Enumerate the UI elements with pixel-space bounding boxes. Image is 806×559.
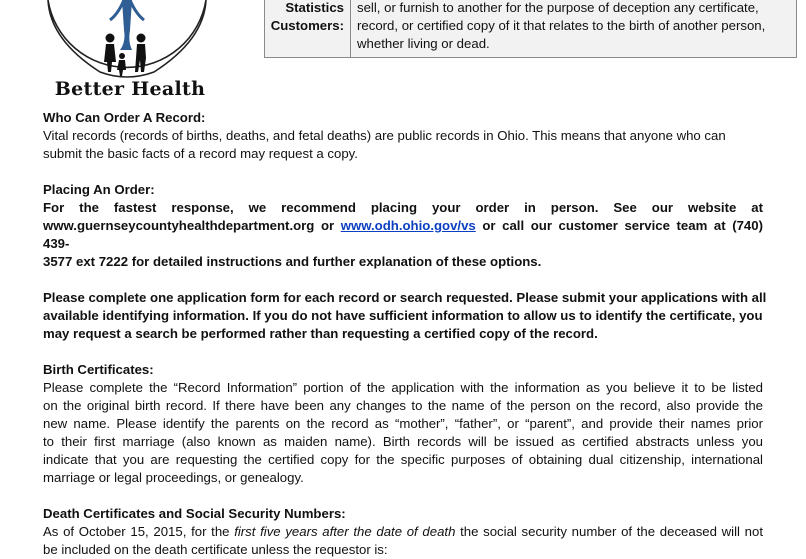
odh-website-link[interactable]: www.odh.ohio.gov/vs [340, 218, 476, 233]
death-heading: Death Certificates and Social Security Numbers: [43, 506, 346, 521]
who-text-line: Vital records (records of births, deaths, and fetal deaths) are public records in Ohio. This means that anyone who can [43, 128, 726, 143]
death-text-line: be included on the death certificate unless the requestor is: [43, 542, 388, 557]
who-heading: Who Can Order A Record: [43, 110, 206, 125]
complete-text-line: Please complete one application form for each record or search requested. Please submit your applications with all [43, 290, 767, 305]
notice-table [264, 0, 797, 58]
notice-label-statistics: Statistics [285, 0, 344, 15]
health-department-logo [40, 0, 215, 110]
website-text: www.guernseycountyhealthdepartment.org or [43, 218, 341, 233]
logo-text: Better Health [54, 78, 206, 100]
death-text-line [43, 523, 763, 541]
document-body [43, 109, 767, 559]
placing-heading: Placing An Order: [43, 182, 155, 197]
notice-line: whether living or dead. [357, 36, 490, 51]
death-text-part: the social security number of the deceased will not [455, 524, 763, 539]
birth-text-line: on the original birth record. If there have been any changes to the name of the person on the record, also provide the [43, 398, 763, 413]
birth-text-line: marriage or legal proceedings, or genealogy. [43, 470, 304, 485]
death-text-part: As of October 15, 2015, for the [43, 524, 235, 539]
death-text-emphasis: first five years after the date of death [234, 524, 456, 539]
birth-text-line: Please complete the “Record Information” portion of the application with the information as you believe it to be listed [43, 380, 763, 395]
complete-text-line: may request a search be performed rather than requesting a certified copy of the record. [43, 326, 598, 341]
placing-text-line: 3577 ext 7222 for detailed instructions and further explanation of these options. [43, 254, 542, 269]
notice-text [357, 0, 790, 53]
placing-text-line: For the fastest response, we recommend placing your order in person. See our website at [43, 200, 763, 215]
birth-text-line: to their first marriage (also known as maiden name). Birth records will be issued as certified abstracts unless you [43, 434, 763, 449]
who-text-line: submit the basic facts of a record may request a copy. [43, 146, 358, 161]
placing-text-line [43, 217, 763, 253]
birth-text-line: indicate that you are requesting the certified copy for the specific purposes of obtaining dual citizenship, international [43, 452, 763, 467]
family-tree-logo-icon [40, 0, 215, 90]
complete-text-line: available identifying information. If you do not have sufficient information to allow us to identify the certificate, you [43, 308, 763, 323]
notice-line: record, or certified copy of it that relates to the birth of another person, [357, 18, 766, 33]
phone-text: or call our customer service team at (740) 439- [43, 218, 763, 251]
birth-text-line: new name. Please identify the parents on the record as “mother”, “father”, or “parent”, and provide their names prior [43, 416, 763, 431]
notice-line: sell, or furnish to another for the purpose of deception any certificate, [357, 0, 759, 15]
notice-labels [265, 0, 351, 57]
birth-heading: Birth Certificates: [43, 362, 154, 377]
notice-label-customers: Customers: [270, 18, 344, 33]
